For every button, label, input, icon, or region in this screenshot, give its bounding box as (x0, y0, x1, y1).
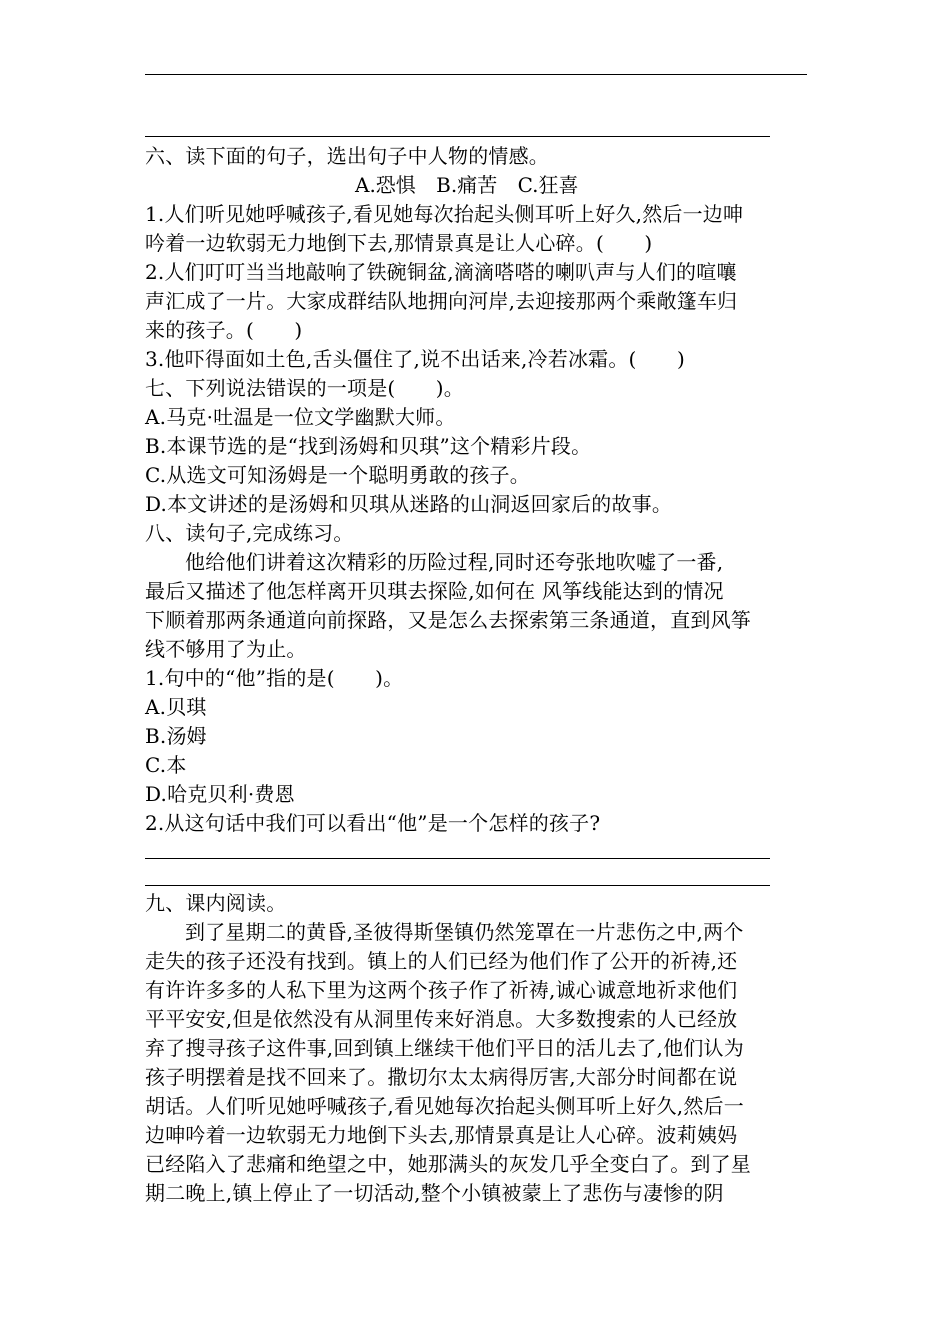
choice-a: A.贝琪 (145, 695, 207, 719)
passage-line: 他给他们讲着这次精彩的历险过程,同时还夸张地吹嘘了一番, (185, 550, 724, 574)
choice-a: A.马克·吐温是一位文学幽默大师。 (145, 405, 456, 429)
option-b: B.痛苦 (436, 173, 498, 197)
answer-line[interactable] (145, 136, 770, 137)
passage-line: 下顺着那两条通道向前探路，又是怎么去探索第三条通道，直到风筝 (145, 608, 751, 632)
question-3: 3.他吓得面如土色,舌头僵住了,说不出话来,冷若冰霜。( ) (145, 347, 685, 371)
choice-d: D.哈克贝利·费恩 (145, 782, 295, 806)
option-a: A.恐惧 (355, 173, 416, 197)
reading-line: 已经陷入了悲痛和绝望之中，她那满头的灰发几乎全变白了。到了星 (145, 1152, 751, 1176)
reading-line: 到了星期二的黄昏,圣彼得斯堡镇仍然笼罩在一片悲伤之中,两个 (185, 920, 744, 944)
question-2: 2.从这句话中我们可以看出“他”是一个怎样的孩子? (145, 811, 601, 835)
reading-line: 孩子明摆着是找不回来了。撒切尔太太病得厉害,大部分时间都在说 (145, 1065, 738, 1089)
reading-line: 边呻吟着一边软弱无力地倒下头去,那情景真是让人心碎。波莉姨妈 (145, 1123, 738, 1147)
question-2-line-2: 声汇成了一片。大家成群结队地拥向河岸,去迎接那两个乘敞篷车归 (145, 289, 738, 313)
choice-c: C.从选文可知汤姆是一个聪明勇敢的孩子。 (145, 463, 530, 487)
choice-c: C.本 (145, 753, 187, 777)
choice-b: B.汤姆 (145, 724, 207, 748)
question-1-line-1: 1.人们听见她呼喊孩子,看见她每次抬起头侧耳听上好久,然后一边呻 (145, 202, 744, 226)
question-2-line-3: 来的孩子。( ) (145, 318, 303, 342)
answer-line[interactable] (145, 858, 770, 859)
option-c: C.狂喜 (517, 173, 579, 197)
passage-line: 线不够用了为止。 (145, 637, 307, 661)
reading-line: 有许许多多的人私下里为这两个孩子作了祈祷,诚心诚意地祈求他们 (145, 978, 738, 1002)
choice-b: B.本课节选的是“找到汤姆和贝琪”这个精彩片段。 (145, 434, 592, 458)
reading-line: 平平安安,但是依然没有从洞里传来好消息。大多数搜索的人已经放 (145, 1007, 738, 1031)
answer-line[interactable] (145, 885, 770, 886)
section-seven-heading: 七、下列说法错误的一项是( )。 (145, 376, 465, 400)
answer-line[interactable] (145, 74, 807, 75)
reading-line: 期二晚上,镇上停止了一切活动,整个小镇被蒙上了悲伤与凄惨的阴 (145, 1181, 724, 1205)
question-2-line-1: 2.人们叮叮当当地敲响了铁碗铜盆,滴滴嗒嗒的喇叭声与人们的喧嚷 (145, 260, 737, 284)
passage-line: 最后又描述了他怎样离开贝琪去探险,如何在 风筝线能达到的情况 (145, 579, 724, 603)
question-1: 1.句中的“他”指的是( )。 (145, 666, 404, 690)
emotion-options (355, 171, 593, 200)
reading-line: 走失的孩子还没有找到。镇上的人们已经为他们作了公开的祈祷,还 (145, 949, 738, 973)
reading-line: 胡话。人们听见她呼喊孩子,看见她每次抬起头侧耳听上好久,然后一 (145, 1094, 744, 1118)
reading-line: 弃了搜寻孩子这件事,回到镇上继续干他们平日的活儿去了,他们认为 (145, 1036, 744, 1060)
section-six-heading: 六、读下面的句子，选出句子中人物的情感。 (145, 144, 549, 168)
question-1-line-2: 吟着一边软弱无力地倒下去,那情景真是让人心碎。( ) (145, 231, 653, 255)
section-eight-heading: 八、读句子,完成练习。 (145, 521, 354, 545)
choice-d: D.本文讲述的是汤姆和贝琪从迷路的山洞返回家后的故事。 (145, 492, 673, 516)
section-nine-heading: 九、课内阅读。 (145, 891, 287, 915)
